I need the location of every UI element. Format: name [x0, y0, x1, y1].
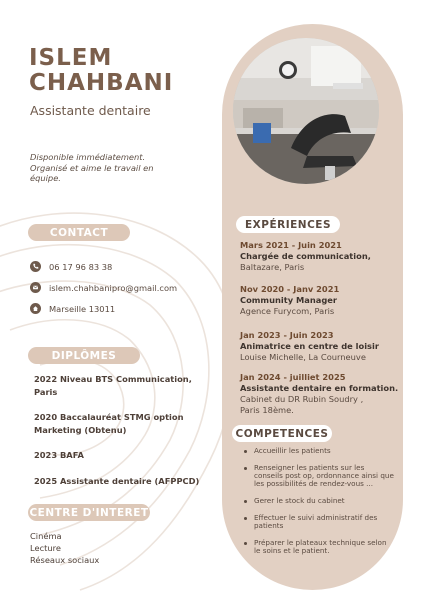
contact-email-row	[30, 282, 177, 293]
experiences-heading: EXPÉRIENCES	[236, 216, 340, 233]
interets-heading: CENTRE D'INTERET	[28, 504, 150, 521]
experience-item	[240, 240, 400, 273]
experience-item	[240, 330, 400, 363]
interet-item: Réseaux sociaux	[30, 555, 100, 565]
competences-heading: COMPETENCES	[232, 425, 332, 442]
interet-item: Cinéma	[30, 531, 62, 541]
phone-icon	[30, 261, 41, 272]
dental-office-photo	[233, 38, 379, 184]
competence-item: Accueillir les patients	[244, 447, 394, 455]
diplome-item: 2022 Niveau BTS Communication, Paris	[34, 374, 192, 397]
full-name	[29, 46, 219, 96]
diplome-item: 2020 Baccalauréat STMG option Marketing (Obtenu)	[34, 412, 184, 435]
diplomes-heading: DIPLÔMES	[28, 347, 140, 364]
interet-item: Lecture	[30, 543, 61, 553]
intro-text: Disponible immédiatement. Organisé et aime le travail en équipe.	[30, 152, 154, 183]
competence-item: Renseigner les patients sur les conseils post op, ordonnance ainsi que les possibilités de rendez-vous ...	[244, 464, 394, 488]
experience-title: Community Manager	[240, 295, 338, 305]
competence-item: Gerer le stock du cabinet	[244, 497, 394, 505]
diplome-item: 2025 Assistante dentaire (AFPPCD)	[34, 476, 200, 486]
diplome-item: 2023 BAFA	[34, 450, 84, 460]
first-name: ISLEM	[29, 45, 113, 71]
job-title: Assistante dentaire	[30, 103, 151, 118]
competence-item: Préparer le plateaux technique selon le soins et le patient.	[244, 539, 394, 555]
experience-date: Jan 2023 - Juin 2023	[240, 330, 334, 340]
contact-heading: CONTACT	[28, 224, 130, 241]
email-icon	[30, 282, 41, 293]
email-address[interactable]: islem.chahbanipro@gmail.com	[49, 282, 178, 293]
experience-place: Agence Furycom, Paris	[240, 306, 335, 316]
home-icon	[30, 303, 41, 314]
experience-place: Cabinet du DR Rubin Soudry , Paris 18ème.	[240, 394, 364, 415]
experience-date: Nov 2020 - Janv 2021	[240, 284, 340, 294]
last-name: CHAHBANI	[29, 70, 174, 96]
experience-title: Assistante dentaire en formation.	[240, 383, 399, 393]
experience-date: Jan 2024 - juilliet 2025	[240, 372, 346, 382]
competence-item: Effectuer le suivi administratif des patients	[244, 514, 394, 530]
experience-date: Mars 2021 - Juin 2021	[240, 240, 342, 250]
experience-item	[240, 284, 400, 317]
experience-title: Chargée de communication,	[240, 251, 371, 261]
experience-item	[240, 372, 400, 416]
phone-number: 06 17 96 83 38	[49, 261, 113, 272]
experience-place: Louise Michelle, La Courneuve	[240, 352, 366, 362]
contact-city-row	[30, 303, 115, 314]
experience-place: Baltazare, Paris	[240, 262, 305, 272]
city: Marseille 13011	[49, 303, 116, 314]
experience-title: Animatrice en centre de loisir	[240, 341, 379, 351]
competences-list	[244, 447, 394, 564]
contact-phone-row	[30, 261, 112, 272]
